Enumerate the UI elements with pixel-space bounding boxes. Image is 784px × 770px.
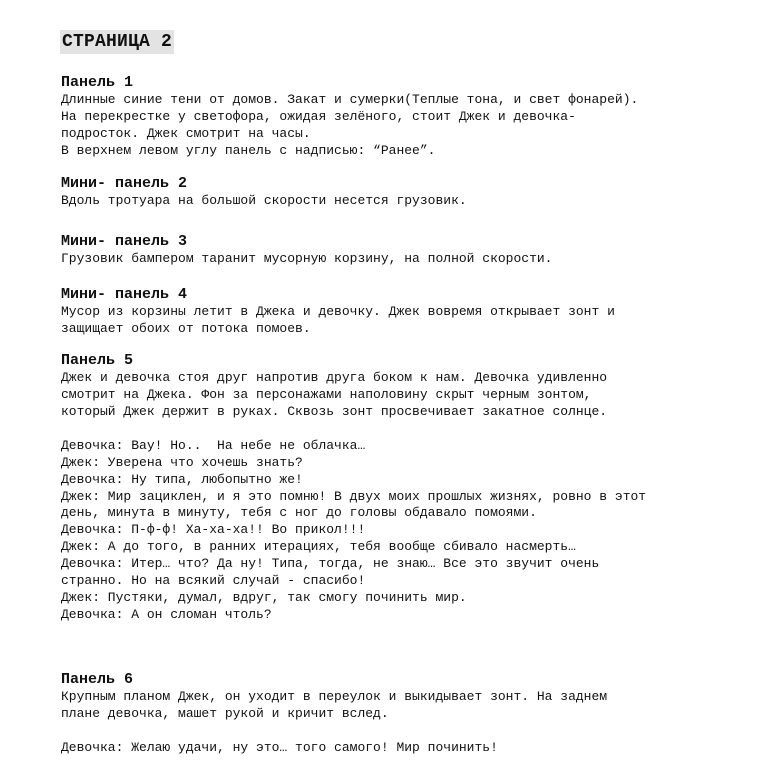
dialogue-line: Девочка: П-ф-ф! Ха-ха-ха!! Во прикол!!! — [61, 522, 366, 538]
panel-heading: Панель 5 — [61, 352, 134, 370]
description-line: Вдоль тротуара на большой скорости несется грузовик. — [61, 192, 467, 208]
description-line: подросток. Джек смотрит на часы. — [61, 125, 311, 141]
dialogue-line: странно. Но на всякий случай - спасибо! — [61, 573, 366, 589]
spacer — [61, 638, 761, 670]
dialogue-line: Девочка: Вау! Но.. На небе не облачка… — [61, 437, 366, 453]
description-line: Крупным планом Джек, он уходит в переулок и выкидывает зонт. На заднем — [61, 688, 608, 704]
description-line: защищает обоих от потока помоев. — [61, 321, 311, 337]
description-line: На перекрестке у светофора, ожидая зелёного, стоит Джек и девочка- — [61, 108, 576, 124]
dialogue-line: Джек: А до того, в ранних итерациях, тебя вообще сбивало насмерть… — [61, 539, 576, 555]
mini-panel-4 — [61, 285, 761, 338]
description-line: Джек и девочка стоя друг напротив друга боком к нам. Девочка удивленно — [61, 370, 608, 386]
dialogue-line: Девочка: А он сломан чтоль? — [61, 606, 272, 622]
dialogue-line: Девочка: Ну типа, любопытно же! — [61, 471, 303, 487]
page-title: СТРАНИЦА 2 — [62, 32, 173, 52]
spacer — [61, 421, 761, 438]
panel-5 — [61, 351, 761, 624]
spacer — [61, 723, 761, 740]
panel-heading: Мини- панель 4 — [61, 286, 188, 304]
panel-6 — [61, 670, 761, 757]
dialogue-line: Девочка: Желаю удачи, ну это… того самого! Мир починить! — [61, 739, 498, 755]
panel-heading: Мини- панель 2 — [61, 174, 188, 192]
description-line: который Джек держит в руках. Сквозь зонт просвечивает закатное солнце. — [61, 404, 608, 420]
description-line: плане девочка, машет рукой и кричит вслед. — [61, 705, 389, 721]
description-line: Грузовик бампером таранит мусорную корзину, на полной скорости. — [61, 250, 553, 266]
description-line: смотрит на Джека. Фон за персонажами наполовину скрыт черным зонтом, — [61, 387, 592, 403]
panel-heading: Мини- панель 3 — [61, 232, 188, 250]
description-line: В верхнем левом углу панель с надписью: “Ранее”. — [61, 142, 436, 158]
dialogue-line: Джек: Мир зациклен, и я это помню! В двух моих прошлых жизнях, ровно в этот — [61, 488, 647, 504]
description-line: Длинные синие тени от домов. Закат и сумерки(Теплые тона, и свет фонарей). — [61, 92, 639, 107]
panel-heading: Панель 1 — [61, 74, 134, 91]
panel-1 — [61, 73, 761, 160]
mini-panel-2 — [61, 174, 761, 210]
dialogue-line: Джек: Уверена что хочешь знать? — [61, 454, 303, 470]
script-page — [61, 30, 761, 770]
mini-panel-3 — [61, 232, 761, 268]
dialogue-line: Девочка: Итер… что? Да ну! Типа, тогда, не знаю… Все это звучит очень — [61, 556, 600, 572]
description-line: Мусор из корзины летит в Джека и девочку. Джек вовремя открывает зонт и — [61, 304, 615, 320]
panel-heading: Панель 6 — [61, 670, 134, 688]
dialogue-line: Джек: Пустяки, думал, вдруг, так смогу починить мир. — [61, 590, 467, 606]
dialogue-line: день, минута в минуту, тебя с ног до головы обдавало помоями. — [61, 505, 537, 521]
